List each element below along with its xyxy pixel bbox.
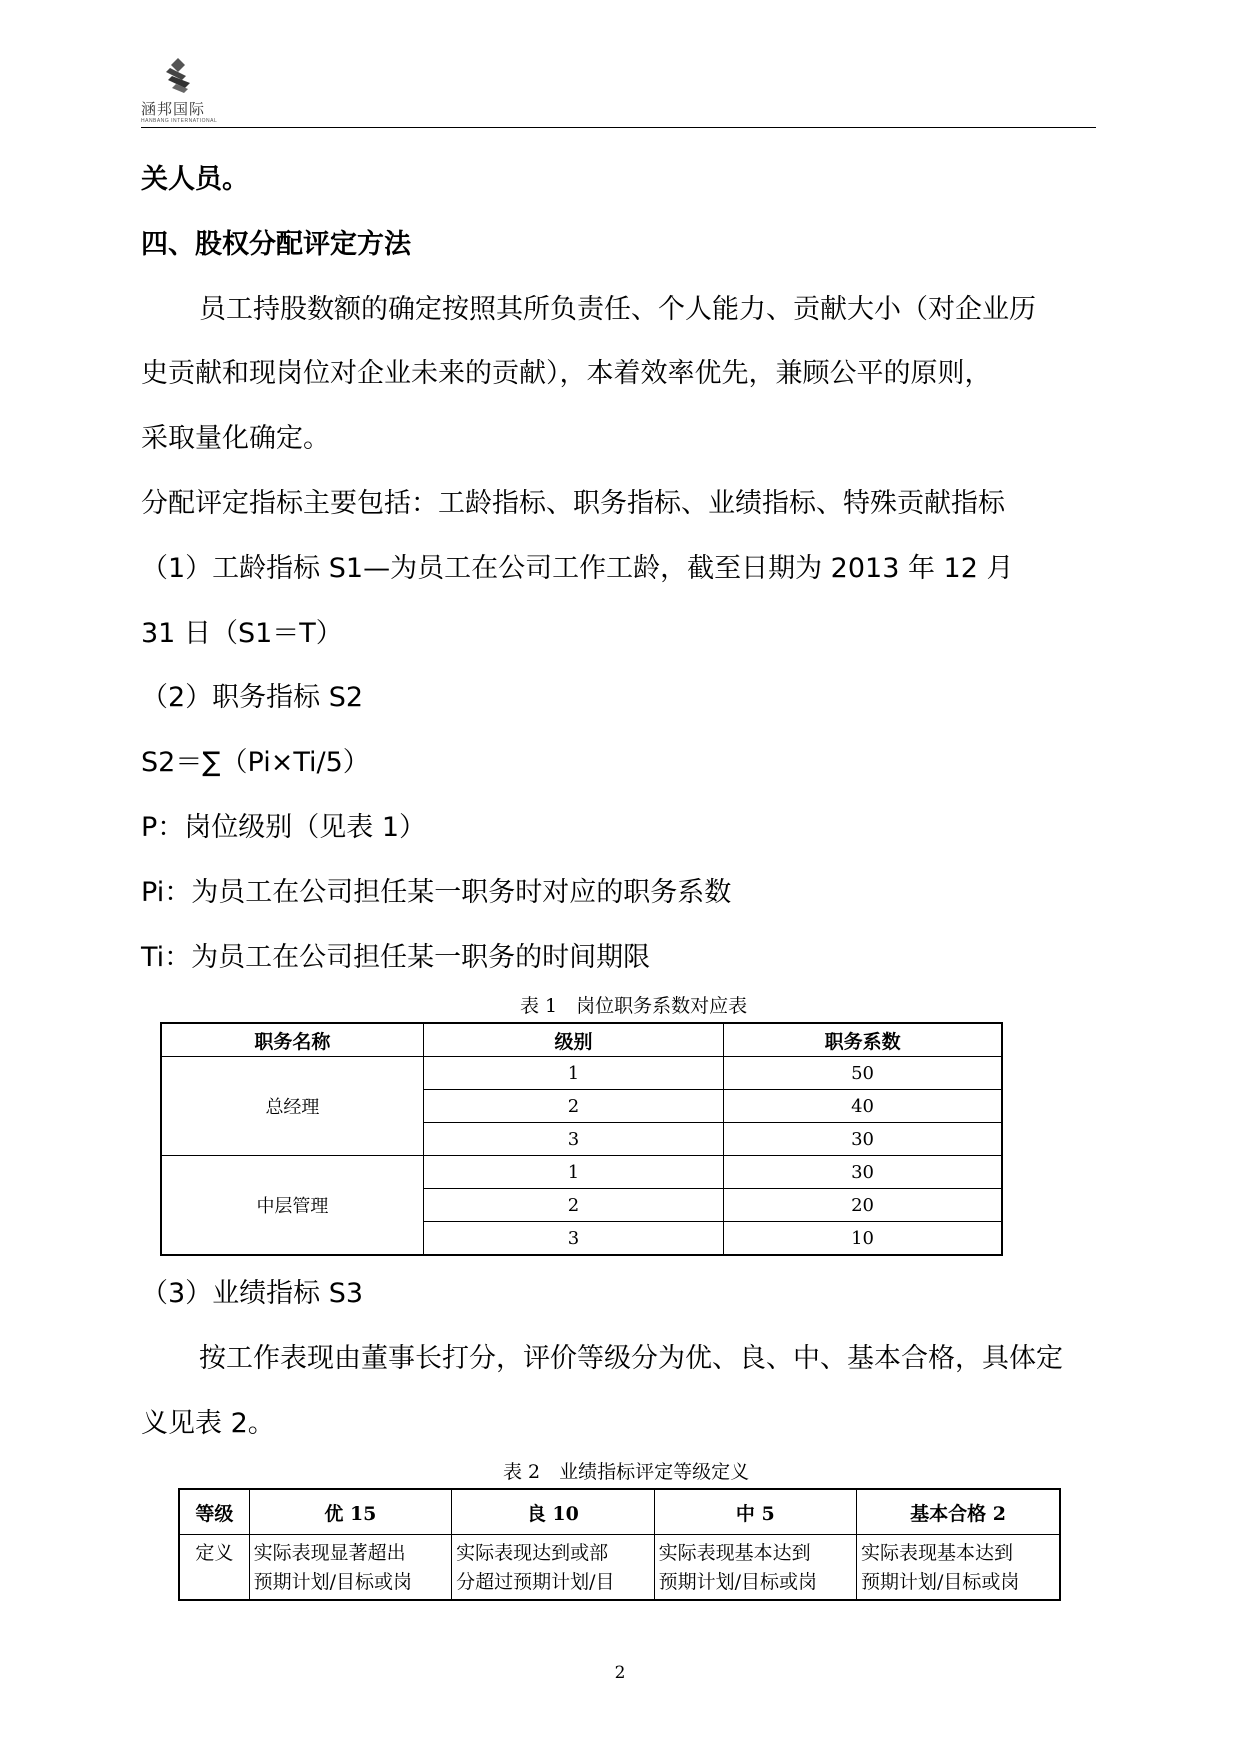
position-name-cell: 中层管理 [161, 1156, 423, 1256]
definition-cell [249, 1535, 451, 1601]
coefficient-cell: 10 [724, 1222, 1002, 1256]
column-header: 中 5 [654, 1489, 856, 1535]
list-item: （2）职务指标 S2 [141, 682, 364, 713]
definition-line: 预期计划/目标或岗 [861, 1571, 1020, 1593]
table-header-row [179, 1489, 1060, 1535]
page-header [141, 52, 1096, 128]
list-item: （3）业绩指标 S3 [141, 1278, 364, 1309]
level-cell: 2 [423, 1090, 723, 1123]
definition-cell [857, 1535, 1060, 1601]
definition-line: P：岗位级别（见表 1） [141, 812, 427, 843]
performance-grade-table [178, 1488, 1061, 1601]
paragraph-line: 义见表 2。 [141, 1408, 275, 1439]
definition-line: 实际表现基本达到 [861, 1542, 1014, 1564]
header-divider [141, 127, 1096, 128]
coefficient-cell: 40 [724, 1090, 1002, 1123]
row-label-cell: 定义 [179, 1535, 249, 1601]
column-header: 良 10 [452, 1489, 654, 1535]
level-cell: 3 [423, 1123, 723, 1156]
formula: S2＝∑（Pi×Ti/5） [141, 747, 370, 778]
company-name-english: HANBANG INTERNATIONAL [141, 118, 218, 124]
table-row [161, 1156, 1002, 1189]
table-caption: 表 2 业绩指标评定等级定义 [503, 1461, 750, 1483]
list-item: （1）工龄指标 S1—为员工在公司工作工龄，截至日期为 2013 年 12 月 [141, 553, 1014, 584]
level-cell: 1 [423, 1057, 723, 1090]
definition-line: 实际表现显著超出 [253, 1542, 406, 1564]
paragraph-line: 史贡献和现岗位对企业未来的贡献），本着效率优先，兼顾公平的原则， [141, 358, 992, 389]
level-cell: 1 [423, 1156, 723, 1189]
table-row [161, 1057, 1002, 1090]
coefficient-cell: 50 [724, 1057, 1002, 1090]
paragraph-line: 员工持股数额的确定按照其所负责任、个人能力、贡献大小（对企业历 [199, 294, 1036, 325]
list-item-continued: 31 日（S1＝T） [141, 618, 343, 649]
table-row [179, 1535, 1060, 1601]
definition-line: 实际表现基本达到 [658, 1542, 811, 1564]
position-name-cell: 总经理 [161, 1057, 423, 1156]
column-header: 基本合格 2 [857, 1489, 1060, 1535]
definition-line: Ti：为员工在公司担任某一职务的时间期限 [141, 942, 651, 973]
column-header: 职务系数 [724, 1023, 1002, 1057]
definition-cell [654, 1535, 856, 1601]
column-header: 等级 [179, 1489, 249, 1535]
definition-line: Pi：为员工在公司担任某一职务时对应的职务系数 [141, 877, 732, 908]
section-heading: 四、股权分配评定方法 [141, 229, 411, 260]
column-header: 级别 [423, 1023, 723, 1057]
paragraph-line: 采取量化确定。 [141, 423, 330, 454]
paragraph-line: 分配评定指标主要包括：工龄指标、职务指标、业绩指标、特殊贡献指标 [141, 488, 1005, 519]
position-coefficient-table [160, 1022, 1003, 1256]
company-name: 涵邦国际 [141, 100, 206, 118]
coefficient-cell: 30 [724, 1123, 1002, 1156]
paragraph-line: 按工作表现由董事长打分，评价等级分为优、良、中、基本合格，具体定 [199, 1343, 1063, 1374]
column-header: 优 15 [249, 1489, 451, 1535]
coefficient-cell: 30 [724, 1156, 1002, 1189]
definition-line: 实际表现达到或部 [456, 1542, 609, 1564]
definition-line: 预期计划/目标或岗 [658, 1571, 817, 1593]
definition-line: 分超过预期计划/目 [456, 1571, 615, 1593]
level-cell: 3 [423, 1222, 723, 1256]
continued-text: 关人员。 [141, 164, 249, 195]
page-number: 2 [614, 1663, 626, 1683]
column-header: 职务名称 [161, 1023, 423, 1057]
definition-cell [452, 1535, 654, 1601]
company-logo-icon [158, 56, 198, 96]
table-header-row [161, 1023, 1002, 1057]
definition-line: 预期计划/目标或岗 [253, 1571, 413, 1593]
coefficient-cell: 20 [724, 1189, 1002, 1222]
table-caption: 表 1 岗位职务系数对应表 [520, 995, 748, 1017]
level-cell: 2 [423, 1189, 723, 1222]
